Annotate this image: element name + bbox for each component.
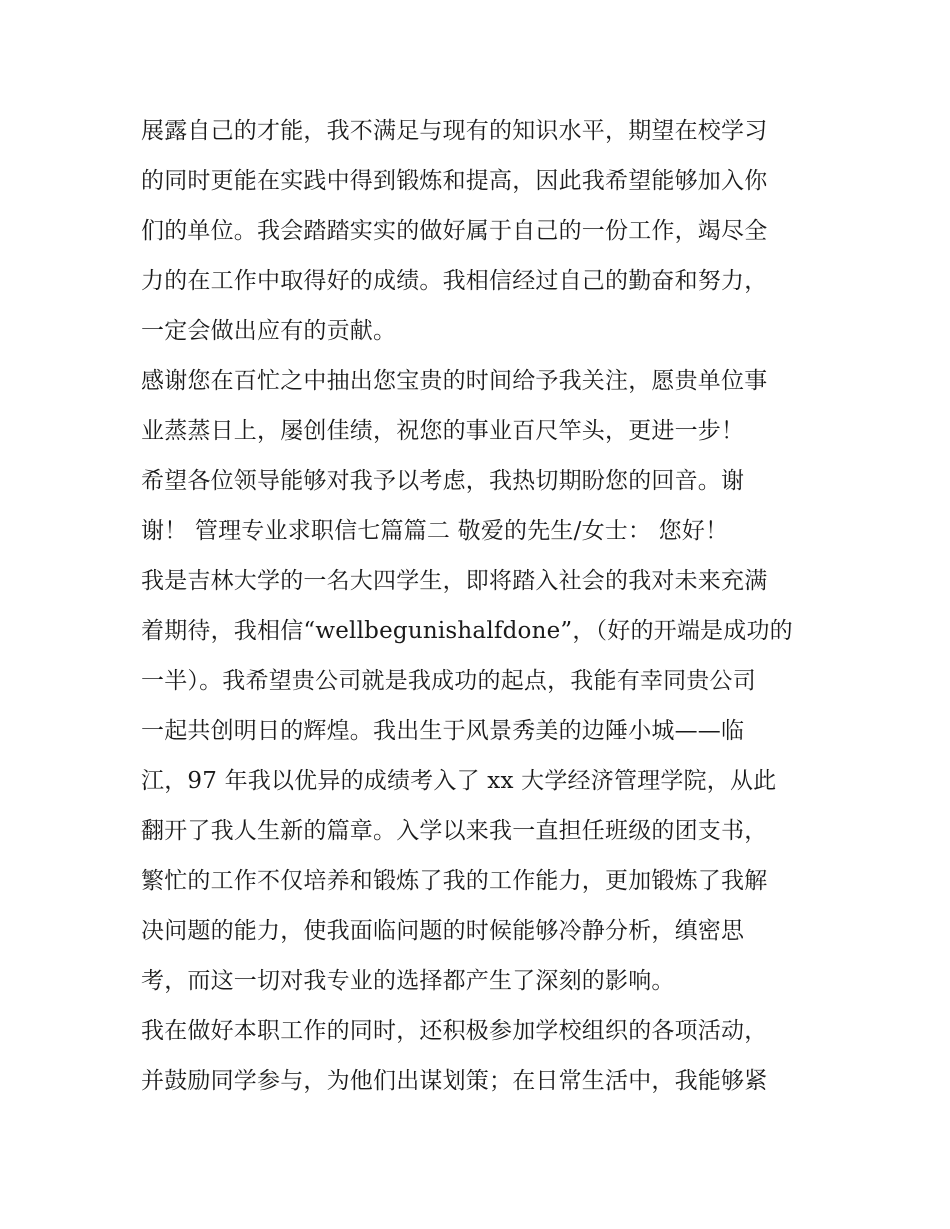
paragraph-3	[141, 456, 821, 556]
text-line: 一定会做出应有的贡献。	[141, 318, 397, 344]
text-line: 决问题的能力，使我面临问题的时候能够冷静分析，缜密思	[141, 918, 745, 944]
paragraph-1	[141, 106, 821, 356]
text-line: 力的在工作中取得好的成绩。我相信经过自己的勤奋和努力，	[141, 268, 768, 294]
text-line: 希望各位领导能够对我予以考虑，我热切期盼您的回音。谢	[141, 468, 745, 494]
text-line: 一半）。我希望贵公司就是我成功的起点，我能有幸同贵公司	[141, 668, 756, 694]
text-line: 们的单位。我会踏踏实实的做好属于自己的一份工作，竭尽全	[141, 218, 768, 244]
text-line: 着期待，我相信“wellbegunishalfdone”，（好的开端是成功的	[141, 618, 793, 644]
document-body	[141, 106, 821, 1106]
text-line: 的同时更能在实践中得到锻炼和提高，因此我希望能够加入你	[141, 168, 768, 194]
text-line: 考，而这一切对我专业的选择都产生了深刻的影响。	[141, 968, 675, 994]
text-line: 我是吉林大学的一名大四学生，即将踏入社会的我对未来充满	[141, 568, 768, 594]
text-line: 并鼓励同学参与，为他们出谋划策；在日常生活中，我能够紧	[141, 1068, 768, 1094]
paragraph-4	[141, 556, 821, 1006]
text-line: 谢！ 管理专业求职信七篇篇二 敬爱的先生/女士： 您好！	[141, 518, 729, 544]
text-line: 江，97 年我以优异的成绩考入了 xx 大学经济管理学院，从此	[141, 768, 777, 794]
text-line: 业蒸蒸日上，屡创佳绩，祝您的事业百尺竿头，更进一步！	[141, 418, 745, 444]
text-line: 我在做好本职工作的同时，还积极参加学校组织的各项活动，	[141, 1018, 768, 1044]
text-line: 繁忙的工作不仅培养和锻炼了我的工作能力，更加锻炼了我解	[141, 868, 768, 894]
text-line: 翻开了我人生新的篇章。入学以来我一直担任班级的团支书，	[141, 818, 768, 844]
text-line: 展露自己的才能，我不满足与现有的知识水平，期望在校学习	[141, 118, 768, 144]
paragraph-2	[141, 356, 821, 456]
paragraph-5	[141, 1006, 821, 1106]
text-line: 感谢您在百忙之中抽出您宝贵的时间给予我关注，愿贵单位事	[141, 368, 768, 394]
text-line: 一起共创明日的辉煌。我出生于风景秀美的边陲小城——临	[141, 718, 745, 744]
